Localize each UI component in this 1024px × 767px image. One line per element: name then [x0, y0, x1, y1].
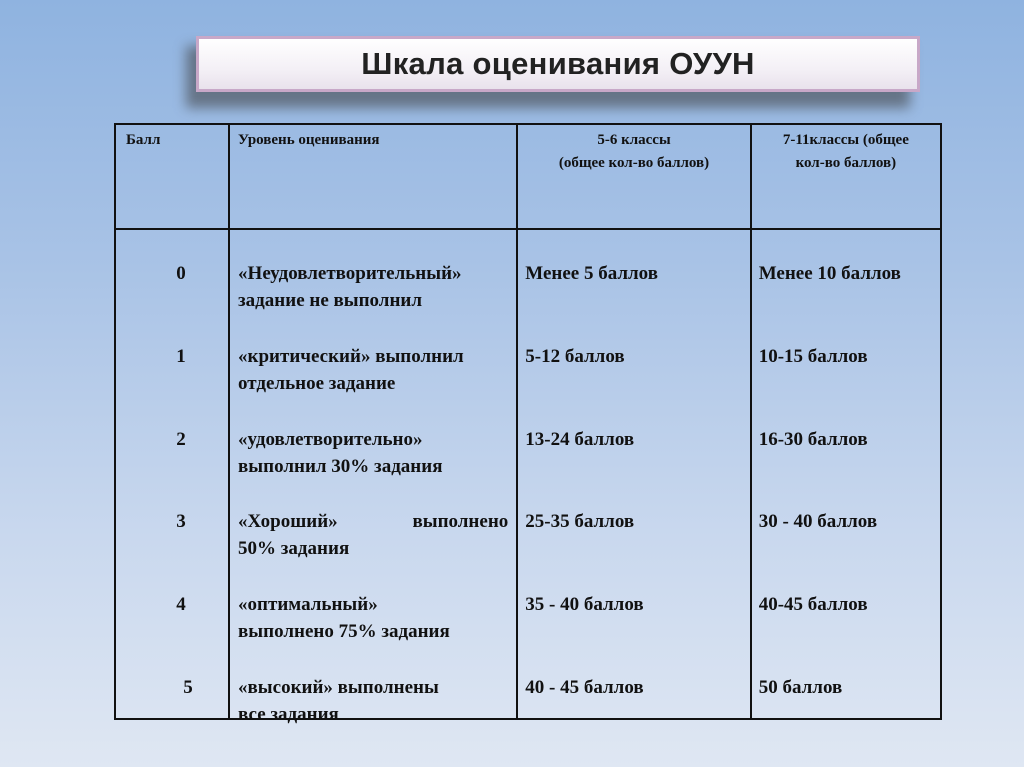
- g56-4: 35 - 40 баллов: [525, 594, 644, 615]
- table-header-row: [115, 124, 941, 229]
- g56-2: 13-24 баллов: [525, 429, 635, 450]
- g56-3: 25-35 баллов: [525, 511, 635, 532]
- title-box: [196, 36, 920, 92]
- header-grades-7-11: 7-11классы (общее кол-во баллов): [751, 124, 941, 229]
- score-5: 5: [183, 677, 193, 698]
- header-level: Уровень оценивания: [229, 124, 517, 229]
- g711-2: 16-30 баллов: [758, 429, 868, 450]
- g711-0: Менее 10 баллов: [758, 263, 901, 284]
- level-0: «Неудовлетворительный» задание не выполнил: [238, 263, 462, 311]
- g711-5: 50 баллов: [758, 677, 843, 698]
- level-5: «высокий» выполнены все задания: [238, 677, 439, 725]
- score-1: 1: [176, 346, 186, 367]
- g711-4: 40-45 баллов: [758, 594, 868, 615]
- header-score: Балл: [115, 124, 229, 229]
- g711-1: 10-15 баллов: [758, 346, 868, 367]
- score-0: 0: [176, 263, 186, 284]
- g711-3: 30 - 40 баллов: [758, 511, 878, 532]
- g56-1: 5-12 баллов: [525, 346, 625, 367]
- header-grades-5-6: 5-6 классы (общее кол-во баллов): [517, 124, 750, 229]
- assessment-scale-table: [114, 123, 942, 725]
- level-4: «оптимальный» выполнено 75% задания: [238, 594, 450, 642]
- score-3: 3: [176, 511, 186, 532]
- score-4: 4: [176, 594, 186, 615]
- level-column: [229, 229, 517, 725]
- g56-0: Менее 5 баллов: [525, 263, 658, 284]
- level-1: «критический» выполнил отдельное задание: [238, 346, 464, 394]
- score-2: 2: [176, 429, 186, 450]
- grades-5-6-column: [517, 229, 750, 719]
- score-column: [115, 229, 229, 719]
- grades-7-11-column: [751, 229, 941, 719]
- slide-title: Шкала оценивания ОУУН: [361, 46, 755, 81]
- table-body-row: [115, 229, 941, 719]
- level-2: «удовлетворительно» выполнил 30% задания: [238, 429, 443, 477]
- level-3: «Хороший» выполнено 50% задания: [238, 511, 509, 559]
- g56-5: 40 - 45 баллов: [525, 677, 644, 698]
